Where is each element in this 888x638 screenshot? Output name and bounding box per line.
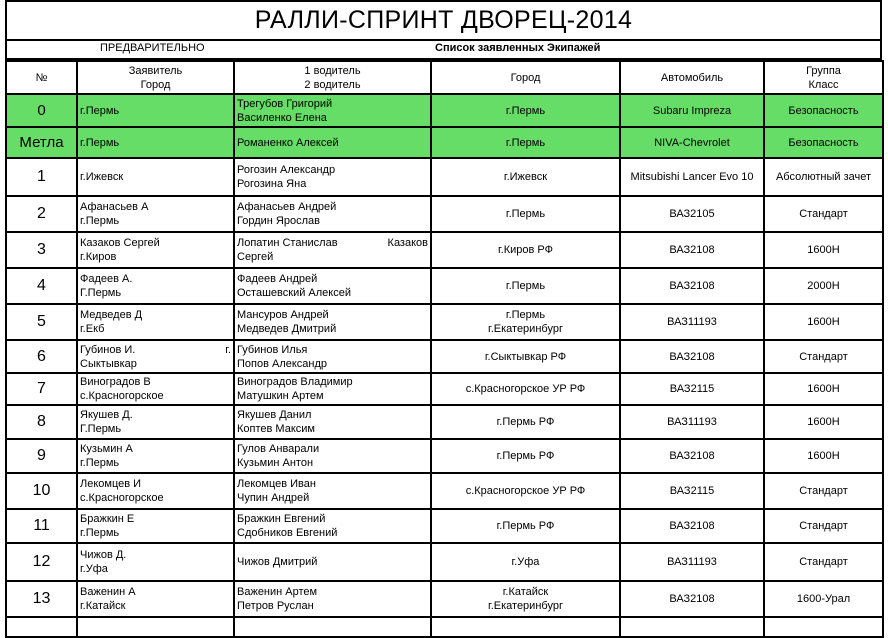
table-row	[6, 94, 883, 127]
cell-car: ВАЗ2108	[620, 232, 764, 268]
cell-applicant: г.Пермь	[77, 127, 234, 158]
table-row	[6, 405, 883, 439]
cell-city: с.Красногорское УР РФ	[431, 473, 620, 509]
cell-applicant: Чижов Д. г.Уфа	[77, 543, 234, 581]
cell-drivers: Романенко Алексей	[234, 127, 431, 158]
cell-num: 3	[6, 232, 77, 268]
cell-group: Стандарт	[764, 196, 883, 232]
table-row	[6, 158, 883, 196]
cell-group: 1600-Урал	[764, 581, 883, 617]
cell-num: 5	[6, 304, 77, 340]
cell-num: Метла	[6, 127, 77, 158]
table-row-empty	[6, 617, 883, 637]
header-city: Город	[431, 61, 620, 94]
header-num: №	[6, 61, 77, 94]
cell-car: ВАЗ11193	[620, 405, 764, 439]
table-row	[6, 340, 883, 373]
cell-city: г.Киров РФ	[431, 232, 620, 268]
table-row	[6, 304, 883, 340]
title-text: РАЛЛИ-СПРИНТ ДВОРЕЦ-2014	[254, 6, 633, 34]
cell-drivers: Чижов Дмитрий	[234, 543, 431, 581]
cell-group: Абсолютный зачет	[764, 158, 883, 196]
cell-empty	[620, 617, 764, 637]
cell-drivers: Фадеев Андрей Осташевский Алексей	[234, 268, 431, 304]
cell-applicant: Кузьмин А г.Пермь	[77, 439, 234, 473]
cell-car: ВАЗ2105	[620, 196, 764, 232]
cell-car: ВАЗ2108	[620, 581, 764, 617]
cell-empty	[77, 617, 234, 637]
table-row	[6, 127, 883, 158]
cell-city: с.Красногорское УР РФ	[431, 373, 620, 405]
cell-num: 4	[6, 268, 77, 304]
cell-num: 8	[6, 405, 77, 439]
cell-city: г.Уфа	[431, 543, 620, 581]
table-row	[6, 543, 883, 581]
cell-drivers: Мансуров Андрей Медведев Дмитрий	[234, 304, 431, 340]
cell-drivers: Гулов Анварали Кузьмин Антон	[234, 439, 431, 473]
cell-city: г.Пермь РФ	[431, 439, 620, 473]
cell-car: ВАЗ2108	[620, 439, 764, 473]
cell-car: ВАЗ2108	[620, 509, 764, 543]
cell-group: Безопасность	[764, 94, 883, 127]
cell-applicant: Якушев Д. Г.Пермь	[77, 405, 234, 439]
cell-car: Subaru Impreza	[620, 94, 764, 127]
cell-drivers: Бражкин Евгений Сдобников Евгений	[234, 509, 431, 543]
cell-applicant: Важенин А г.Катайск	[77, 581, 234, 617]
cell-group: Стандарт	[764, 473, 883, 509]
cell-city: г.Пермь	[431, 268, 620, 304]
crew-table	[5, 60, 884, 638]
preliminary-label: ПРЕДВАРИТЕЛЬНО	[100, 42, 205, 54]
cell-group: 2000Н	[764, 268, 883, 304]
cell-drivers: Губинов Илья Попов Александр	[234, 340, 431, 373]
cell-group: 1600Н	[764, 439, 883, 473]
table-row	[6, 373, 883, 405]
cell-group: 1600Н	[764, 405, 883, 439]
cell-city: г.Пермь	[431, 196, 620, 232]
table-row	[6, 232, 883, 268]
cell-drivers: Рогозин Александр Рогозина Яна	[234, 158, 431, 196]
cell-city: г.Пермь	[431, 127, 620, 158]
cell-city: г.Пермь РФ	[431, 509, 620, 543]
cell-applicant: Казаков Сергей г.Киров	[77, 232, 234, 268]
header-group: Группа Класс	[764, 61, 883, 94]
list-caption: Список заявленных Экипажей	[435, 42, 601, 54]
table-row	[6, 509, 883, 543]
cell-applicant: Фадеев А. Г.Пермь	[77, 268, 234, 304]
cell-empty	[431, 617, 620, 637]
cell-city: г.Катайск г.Екатеринбург	[431, 581, 620, 617]
header-car: Автомобиль	[620, 61, 764, 94]
cell-applicant: Лекомцев И с.Красногорское	[77, 473, 234, 509]
subtitle-row	[5, 39, 882, 60]
cell-city: г.Пермь РФ	[431, 405, 620, 439]
table-header-row	[6, 61, 883, 94]
cell-applicant: Медведев Д г.Екб	[77, 304, 234, 340]
cell-group: Безопасность	[764, 127, 883, 158]
cell-city: г.Сыктывкар РФ	[431, 340, 620, 373]
table-row	[6, 473, 883, 509]
header-applicant: Заявитель Город	[77, 61, 234, 94]
cell-car: Mitsubishi Lancer Evo 10	[620, 158, 764, 196]
cell-applicant: г.Пермь	[77, 94, 234, 127]
cell-group: 1600Н	[764, 373, 883, 405]
cell-empty	[234, 617, 431, 637]
cell-empty	[6, 617, 77, 637]
cell-applicant: Виноградов В с.Красногорское	[77, 373, 234, 405]
cell-num: 7	[6, 373, 77, 405]
table-row	[6, 196, 883, 232]
cell-car: ВАЗ2115	[620, 473, 764, 509]
cell-drivers: Трегубов Григорий Василенко Елена	[234, 94, 431, 127]
cell-applicant: Губинов И. г. Сыктывкар	[77, 340, 234, 373]
cell-num: 9	[6, 439, 77, 473]
cell-city: г.Пермь	[431, 94, 620, 127]
cell-city: г.Пермь г.Екатеринбург	[431, 304, 620, 340]
cell-drivers: Виноградов Владимир Матушкин Артем	[234, 373, 431, 405]
cell-car: ВАЗ2115	[620, 373, 764, 405]
cell-num: 13	[6, 581, 77, 617]
table-row	[6, 581, 883, 617]
cell-drivers: Афанасьев Андрей Гордин Ярослав	[234, 196, 431, 232]
cell-car: ВАЗ11193	[620, 304, 764, 340]
cell-drivers: Лекомцев Иван Чупин Андрей	[234, 473, 431, 509]
cell-group: 1600Н	[764, 304, 883, 340]
crew-list-sheet	[5, 0, 882, 638]
cell-num: 0	[6, 94, 77, 127]
header-drivers: 1 водитель 2 водитель	[234, 61, 431, 94]
cell-num: 11	[6, 509, 77, 543]
cell-empty	[764, 617, 883, 637]
cell-num: 10	[6, 473, 77, 509]
cell-drivers: Лопатин Станислав Казаков Сергей	[234, 232, 431, 268]
table-row	[6, 439, 883, 473]
document-title	[5, 0, 882, 39]
cell-car: NIVA-Chevrolet	[620, 127, 764, 158]
cell-applicant: Афанасьев А г.Пермь	[77, 196, 234, 232]
cell-drivers: Важенин Артем Петров Руслан	[234, 581, 431, 617]
cell-group: Стандарт	[764, 509, 883, 543]
cell-num: 1	[6, 158, 77, 196]
cell-num: 6	[6, 340, 77, 373]
cell-applicant: г.Ижевск	[77, 158, 234, 196]
cell-car: ВАЗ2108	[620, 340, 764, 373]
cell-drivers: Якушев Данил Коптев Максим	[234, 405, 431, 439]
cell-group: Стандарт	[764, 543, 883, 581]
cell-group: Стандарт	[764, 340, 883, 373]
cell-car: ВАЗ11193	[620, 543, 764, 581]
cell-applicant: Бражкин Е г.Пермь	[77, 509, 234, 543]
cell-num: 2	[6, 196, 77, 232]
cell-car: ВАЗ2108	[620, 268, 764, 304]
table-row	[6, 268, 883, 304]
cell-city: г.Ижевск	[431, 158, 620, 196]
cell-group: 1600Н	[764, 232, 883, 268]
cell-num: 12	[6, 543, 77, 581]
